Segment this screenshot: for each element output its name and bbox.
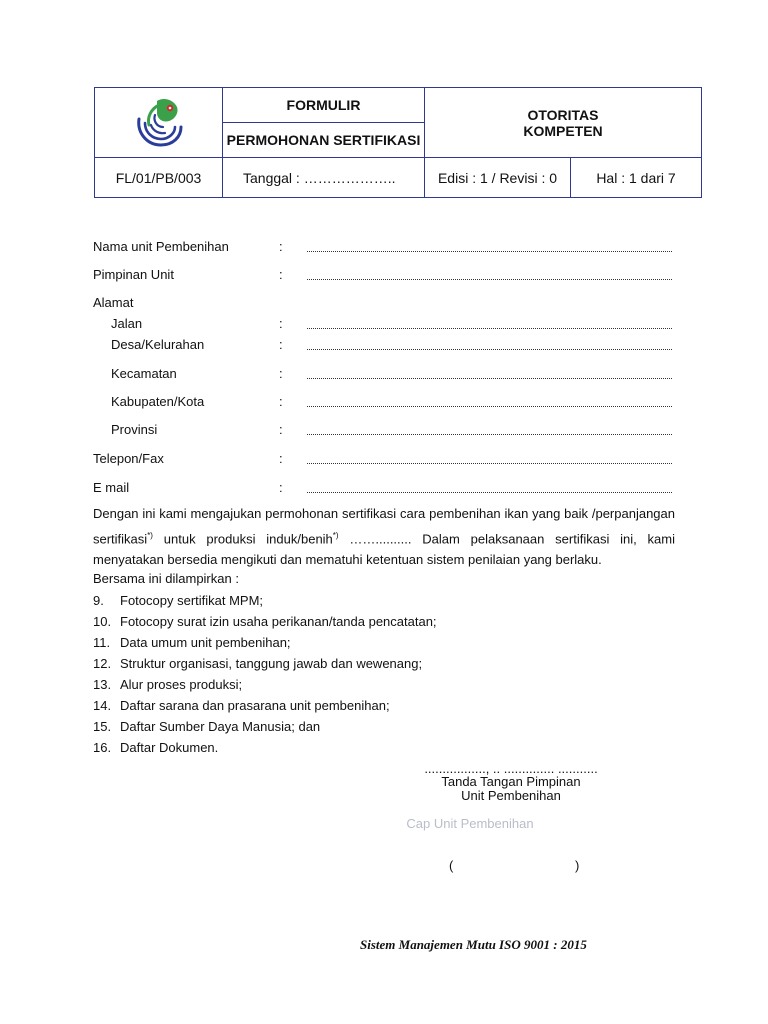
kecamatan-input-line[interactable] bbox=[307, 378, 672, 379]
field-colon: : bbox=[279, 267, 283, 282]
field-label: Nama unit Pembenihan bbox=[93, 239, 229, 254]
list-item-text: Fotocopy sertifikat MPM; bbox=[120, 593, 264, 608]
field-desa bbox=[93, 337, 693, 355]
list-item-text: Daftar Sumber Daya Manusia; dan bbox=[120, 719, 321, 734]
list-item-text: Struktur organisasi, tanggung jawab dan wewenang; bbox=[120, 656, 423, 671]
form-title-formulir: FORMULIR bbox=[223, 88, 425, 123]
authority-line-2: KOMPETEN bbox=[523, 122, 603, 139]
field-telepon bbox=[93, 451, 693, 469]
list-item-text: Fotocopy surat izin usaha perikanan/tanda pencatatan; bbox=[120, 614, 437, 629]
statement-part-3: …….......... Dalam pelaksanaan sertifikasi ini, kami menyatakan bersedia mengikuti dan mematuhi ketentuan sistem penilaian yang berlaku. bbox=[93, 530, 675, 568]
form-edition: Edisi : 1 / Revisi : 0 bbox=[425, 158, 571, 198]
list-item-number: 14. bbox=[93, 698, 112, 713]
list-item-number: 13. bbox=[93, 677, 112, 692]
field-colon: : bbox=[279, 337, 283, 352]
list-item-text: Daftar sarana dan prasarana unit pembenihan; bbox=[120, 698, 390, 713]
field-label: E mail bbox=[93, 480, 130, 495]
fisheries-logo-icon bbox=[129, 93, 189, 153]
field-label: Kabupaten/Kota bbox=[111, 394, 205, 409]
footnote-marker: *) bbox=[332, 530, 339, 540]
field-label: Telepon/Fax bbox=[93, 451, 164, 466]
signature-place-date: ................., .. .............. ........... bbox=[424, 761, 598, 776]
desa-input-line[interactable] bbox=[307, 349, 672, 350]
statement-part-1: Dengan ini kami mengajukan permohonan sertifikasi cara pembenihan ikan yang baik /perpanjangan sertifikasi bbox=[93, 506, 675, 546]
field-alamat bbox=[93, 295, 693, 313]
field-colon: : bbox=[279, 316, 283, 331]
field-label: Alamat bbox=[93, 295, 134, 310]
list-item-text: Data umum unit pembenihan; bbox=[120, 635, 291, 650]
field-email bbox=[93, 480, 693, 498]
field-kabupaten bbox=[93, 394, 693, 412]
field-nama-unit bbox=[93, 239, 693, 257]
field-label: Kecamatan bbox=[111, 366, 177, 381]
attachments-intro: Bersama ini dilampirkan : bbox=[93, 571, 239, 586]
list-item-number: 9. bbox=[93, 593, 104, 608]
form-title-permohonan: PERMOHONAN SERTIFIKASI bbox=[223, 123, 425, 158]
form-page: Hal : 1 dari 7 bbox=[571, 158, 702, 198]
field-colon: : bbox=[279, 480, 283, 495]
field-provinsi bbox=[93, 422, 693, 440]
field-pimpinan bbox=[93, 267, 693, 285]
list-item-text: Daftar Dokumen. bbox=[120, 740, 219, 755]
provinsi-input-line[interactable] bbox=[307, 434, 672, 435]
email-input-line[interactable] bbox=[307, 492, 672, 493]
field-label: Provinsi bbox=[111, 422, 158, 437]
footnote-marker: *) bbox=[147, 530, 153, 540]
form-header-table bbox=[94, 87, 702, 198]
name-open-paren: ( bbox=[449, 858, 454, 873]
list-item-number: 11. bbox=[93, 635, 111, 650]
form-date: Tanggal : ……………….. bbox=[223, 158, 425, 198]
authority-cell bbox=[425, 88, 702, 158]
name-close-paren: ) bbox=[575, 858, 580, 873]
field-label: Desa/Kelurahan bbox=[111, 337, 205, 352]
list-item-number: 16. bbox=[93, 740, 112, 755]
field-jalan bbox=[93, 316, 693, 334]
nama-unit-input-line[interactable] bbox=[307, 251, 672, 252]
logo-cell bbox=[95, 88, 223, 158]
field-colon: : bbox=[279, 451, 283, 466]
authority-line-1: OTORITAS bbox=[527, 106, 599, 123]
telepon-input-line[interactable] bbox=[307, 463, 672, 464]
statement-part-2: untuk produksi induk/benih bbox=[152, 530, 333, 546]
field-colon: : bbox=[279, 422, 283, 437]
field-label: Jalan bbox=[111, 316, 143, 331]
field-kecamatan bbox=[93, 366, 693, 384]
list-item-number: 15. bbox=[93, 719, 112, 734]
list-item-text: Alur proses produksi; bbox=[120, 677, 243, 692]
kabupaten-input-line[interactable] bbox=[307, 406, 672, 407]
field-colon: : bbox=[279, 239, 283, 254]
field-label: Pimpinan Unit bbox=[93, 267, 174, 282]
field-colon: : bbox=[279, 394, 283, 409]
application-statement bbox=[93, 503, 675, 571]
list-item-number: 12. bbox=[93, 656, 112, 671]
stamp-placeholder: Cap Unit Pembenihan bbox=[406, 816, 534, 831]
signature-label-2: Unit Pembenihan bbox=[461, 788, 561, 803]
field-colon: : bbox=[279, 366, 283, 381]
list-item-number: 10. bbox=[93, 614, 112, 629]
iso-footer: Sistem Manajemen Mutu ISO 9001 : 2015 bbox=[360, 937, 587, 952]
jalan-input-line[interactable] bbox=[307, 328, 672, 329]
pimpinan-input-line[interactable] bbox=[307, 279, 672, 280]
form-code: FL/01/PB/003 bbox=[95, 158, 223, 198]
signature-label-1: Tanda Tangan Pimpinan bbox=[441, 774, 581, 789]
